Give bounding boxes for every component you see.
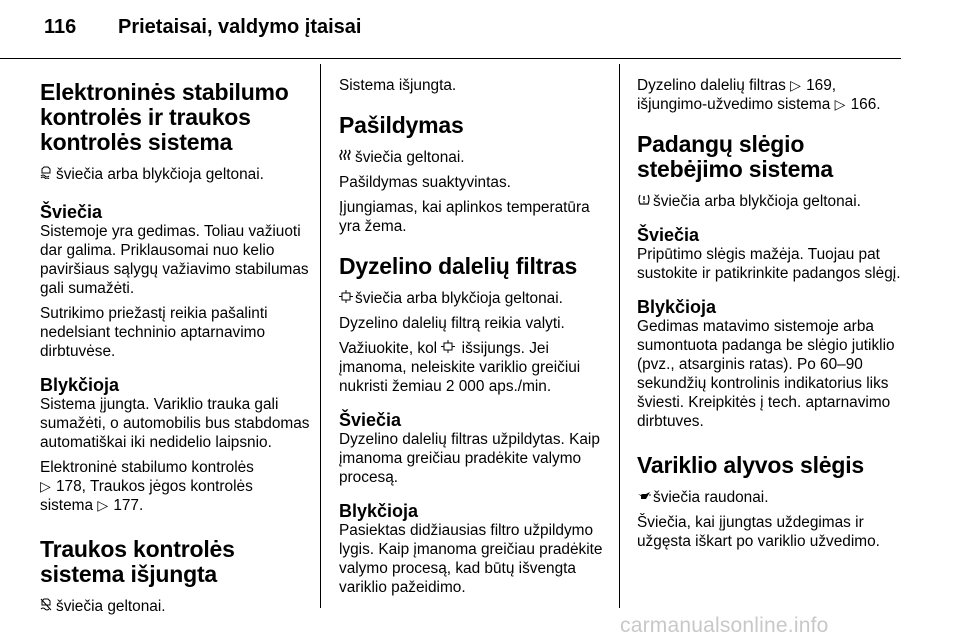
section-heading-blykcioja: Blykčioja: [339, 501, 419, 521]
dpf-heading: Dyzelino dalelių filtras: [339, 253, 578, 279]
traction-off-icon: [40, 597, 56, 616]
page-ref-arrow-icon: ▷: [834, 96, 846, 112]
paragraph: Sistema įjungta. Variklio trauka gali sumažėti, o automobilis bus stabdomas automatiškai iki nedidelio laipsnio.: [40, 396, 310, 451]
tc-icon-text: šviečia geltonai.: [56, 598, 166, 615]
watermark: carmanualsonline.info: [620, 614, 829, 637]
oil-can-icon: [637, 488, 653, 507]
ref-text: Elektroninė stabilumo kontrolės: [40, 459, 254, 476]
column-divider: [619, 64, 620, 608]
glow-plug-icon: [339, 148, 355, 167]
tpms-icon-line: [637, 192, 907, 211]
esc-icon-text: šviečia arba blykčioja geltonai.: [56, 166, 264, 183]
paragraph: Sistema išjungta.: [339, 77, 457, 94]
tc-icon-line: [40, 597, 310, 616]
oil-pressure-heading: Variklio alyvos slėgis: [637, 452, 865, 478]
ref-link[interactable]: 169,: [806, 77, 837, 94]
page-ref-arrow-icon: ▷: [790, 77, 801, 93]
header-divider: [0, 58, 901, 59]
cross-reference-paragraph: [40, 458, 310, 515]
tc-off-heading: Traukos kontrolės sistema išjungta: [40, 536, 235, 587]
diesel-particulate-filter-icon: [339, 289, 355, 308]
esc-heading: Elektroninės stabilumo kontrolės ir traukos kontrolės sistema: [40, 79, 289, 155]
preheat-icon-line: [339, 148, 609, 167]
dpf-icon-line: [339, 289, 609, 308]
paragraph: Pasiektas didžiausias filtro užpildymo lygis. Kaip įmanoma greičiau pradėkite valymo procesą, kad būtų išvengta variklio pažeidimo.: [339, 522, 603, 596]
section-heading-sviecia: Šviečia: [339, 410, 402, 430]
dpf-icon-text: šviečia arba blykčioja geltonai.: [355, 290, 563, 307]
paragraph: Dyzelino dalelių filtrą reikia valyti.: [339, 315, 565, 332]
paragraph: Dyzelino dalelių filtras užpildytas. Kaip įmanoma greičiau pradėkite valymo procesą.: [339, 431, 600, 486]
preheat-icon-text: šviečia geltonai.: [355, 149, 465, 166]
dpf-drive-text: Važiuokite, kol: [339, 340, 438, 357]
page-ref-arrow-icon: ▷: [97, 497, 109, 513]
section-heading-sviecia: Šviečia: [637, 225, 700, 245]
preheat-heading: Pašildymas: [339, 112, 464, 138]
section-heading-blykcioja: Blykčioja: [637, 297, 717, 317]
esc-warning-icon: [40, 165, 56, 184]
paragraph: Įjungiamas, kai aplinkos temperatūra yra žema.: [339, 199, 590, 235]
page-ref-arrow-icon: ▷: [40, 478, 51, 494]
paragraph: Sutrikimo priežastį reikia pašalinti nedelsiant techninio aptarnavimo dirbtuvėse.: [40, 305, 268, 360]
paragraph: [339, 339, 609, 396]
ref-text: sistema: [40, 497, 94, 514]
paragraph: Šviečia, kai įjungtas uždegimas ir užgęsta iškart po variklio užvedimo.: [637, 514, 880, 550]
esc-icon-line: [40, 165, 310, 184]
column-divider: [320, 64, 321, 608]
tpms-icon-text: šviečia arba blykčioja geltonai.: [653, 193, 861, 210]
diesel-particulate-filter-icon: [441, 339, 457, 358]
tpms-heading: Padangų slėgio stebėjimo sistema: [637, 131, 834, 182]
page-title: Prietaisai, valdymo įtaisai: [118, 16, 362, 38]
oil-icon-line: [637, 488, 907, 507]
section-heading-blykcioja: Blykčioja: [40, 375, 120, 395]
paragraph: Pripūtimo slėgis mažėja. Tuojau pat sustokite ir patikrinkite padangos slėgį.: [637, 246, 901, 282]
dpf-drive-text-cont: išsijungs. Jei įmanoma, neleiskite variklio greičiui nukristi žemiau 2 000 aps./min.: [339, 340, 581, 395]
ref-link[interactable]: 177.: [113, 497, 144, 514]
ref-text: Dyzelino dalelių filtras: [637, 77, 786, 94]
page-number: 116: [44, 16, 77, 38]
column-3: [637, 62, 907, 557]
column-1: [40, 62, 310, 622]
oil-icon-text: šviečia raudonai.: [653, 489, 769, 506]
cross-reference-paragraph: [637, 76, 907, 114]
ref-text: išjungimo-užvedimo sistema: [637, 96, 831, 113]
section-heading-sviecia: Šviečia: [40, 202, 103, 222]
ref-link[interactable]: 178, Traukos jėgos kontrolės: [56, 478, 253, 495]
paragraph: Gedimas matavimo sistemoje arba sumontuota padanga be slėgio jutiklio (pvz., atsarginis ratas). Po 60–90 sekundžių kontrolinis indikatorius liks šviesti. Kreipkitės į tech. aptarnavimo dirbtuves.: [637, 318, 895, 430]
tyre-pressure-icon: [637, 192, 653, 211]
paragraph: Sistemoje yra gedimas. Toliau važiuoti dar galima. Priklausomai nuo kelio paviršiaus sąlygų važiavimo stabilumas gali sumažėti.: [40, 223, 309, 297]
paragraph: Pašildymas suaktyvintas.: [339, 174, 511, 191]
ref-link[interactable]: 166.: [850, 96, 881, 113]
column-2: [339, 62, 609, 603]
